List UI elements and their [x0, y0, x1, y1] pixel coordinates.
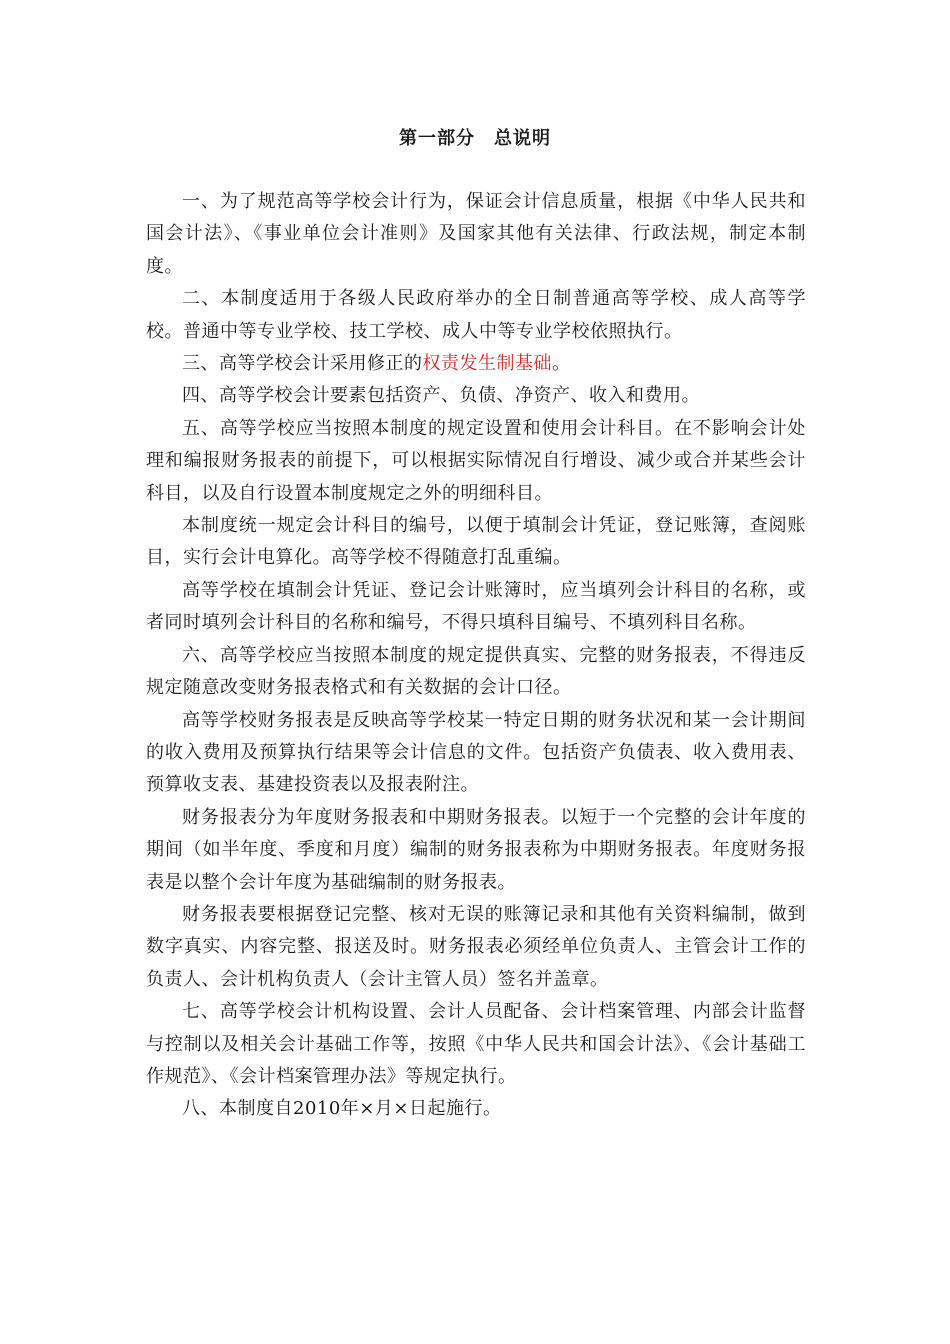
paragraph-5: 五、高等学校应当按照本制度的规定设置和使用会计科目。在不影响会计处理和编报财务报表的前提下，可以根据实际情况自行增设、减少或合并某些会计科目，以及自行设置本制度规定之外的明细科目。 [146, 417, 806, 504]
paragraph-2: 二、本制度适用于各级人民政府举办的全日制普通高等学校、成人高等学校。普通中等专业学校、技工学校、成人中等专业学校依照执行。 [146, 288, 806, 342]
page-title: 第一部分 总说明 [399, 128, 551, 149]
paragraph-3-text-before: 三、高等学校会计采用修正的 [182, 353, 423, 375]
paragraph-1: 一、为了规范高等学校会计行为，保证会计信息质量，根据《中华人民共和国会计法》、《事业单位会计准则》及国家其他有关法律、行政法规，制定本制度。 [146, 191, 806, 277]
paragraph-8: 六、高等学校应当按照本制度的规定提供真实、完整的财务报表，不得违反规定随意改变财务报表格式和有关数据的会计口径。 [146, 644, 806, 699]
paragraph-4: 四、高等学校会计要素包括资产、负债、净资产、收入和费用。 [182, 385, 700, 407]
paragraph-3-text-after: 。 [552, 353, 571, 375]
paragraph-12: 七、高等学校会计机构设置、会计人员配备、会计档案管理、内部会计监督与控制以及相关会计基础工作等，按照《中华人民共和国会计法》、《会计基础工作规范》、《会计档案管理办法》等规定执行。 [146, 1001, 806, 1087]
paragraph-10: 财务报表分为年度财务报表和中期财务报表。以短于一个完整的会计年度的期间（如半年度、季度和月度）编制的财务报表称为中期财务报表。年度财务报表是以整个会计年度为基础编制的财务报表。 [146, 806, 806, 893]
document-body [146, 186, 806, 1126]
paragraph-11: 财务报表要根据登记完整、核对无误的账簿记录和其他有关资料编制，做到数字真实、内容完整、报送及时。财务报表必须经单位负责人、主管会计工作的负责人、会计机构负责人（会计主管人员）签名并盖章。 [146, 903, 806, 990]
paragraph-6: 本制度统一规定会计科目的编号，以便于填制会计凭证，登记账簿，查阅账目，实行会计电算化。高等学校不得随意打乱重编。 [146, 515, 806, 569]
paragraph-13: 八、本制度自2010年×月×日起施行。 [182, 1098, 502, 1120]
paragraph-3-highlight: 权责发生制基础 [422, 353, 552, 375]
paragraph-3 [146, 348, 806, 380]
paragraph-9: 高等学校财务报表是反映高等学校某一特定日期的财务状况和某一会计期间的收入费用及预算执行结果等会计信息的文件。包括资产负债表、收入费用表、预算收支表、基建投资表以及报表附注。 [146, 709, 806, 796]
paragraph-7: 高等学校在填制会计凭证、登记会计账簿时，应当填列会计科目的名称，或者同时填列会计科目的名称和编号，不得只填科目编号、不填列科目名称。 [146, 579, 806, 634]
